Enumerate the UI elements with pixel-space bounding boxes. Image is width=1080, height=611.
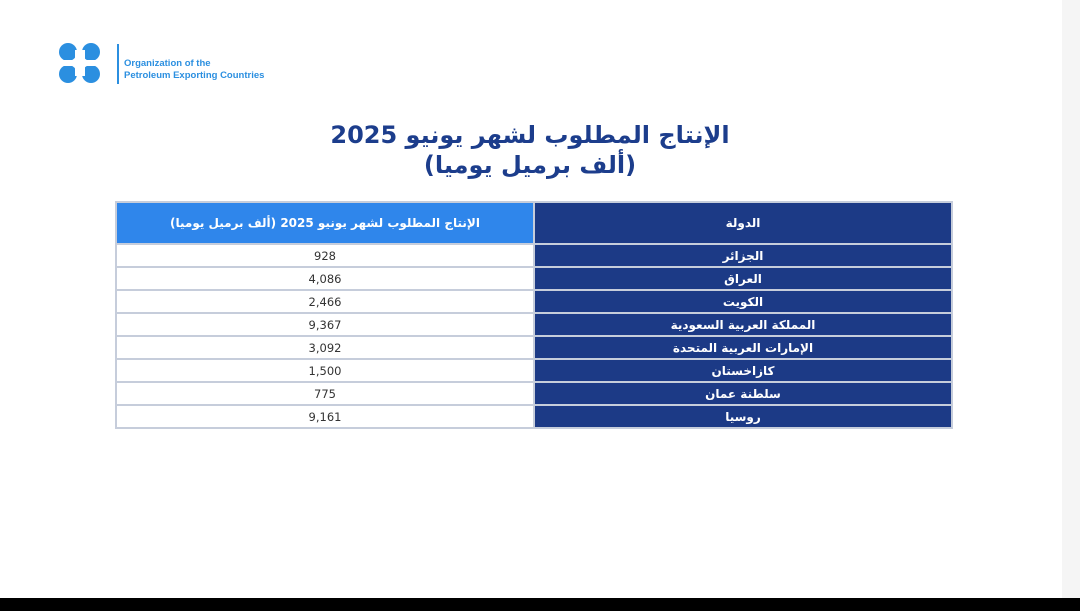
cell-country: الإمارات العربية المتحدة (534, 336, 952, 359)
logo-divider (117, 44, 119, 84)
cell-country: سلطنة عمان (534, 382, 952, 405)
page-title (240, 120, 820, 180)
title-line-2: (ألف برميل يوميا) (423, 151, 637, 179)
opec-logo-mark-icon (58, 42, 104, 86)
scrollbar[interactable] (1062, 0, 1080, 598)
table-row (116, 405, 952, 428)
cell-country: المملكة العربية السعودية (534, 313, 952, 336)
cell-country: كازاخستان (534, 359, 952, 382)
logo-text (124, 58, 324, 82)
cell-value: 4,086 (116, 267, 534, 290)
table-row (116, 244, 952, 267)
table-row (116, 267, 952, 290)
cell-country: روسيا (534, 405, 952, 428)
cell-value: 3,092 (116, 336, 534, 359)
title-line-1: الإنتاج المطلوب لشهر يونيو 2025 (330, 121, 730, 149)
table-row (116, 313, 952, 336)
cell-value: 1,500 (116, 359, 534, 382)
cell-value: 775 (116, 382, 534, 405)
header-country: الدولة (534, 202, 952, 244)
cell-country: العراق (534, 267, 952, 290)
table-row (116, 336, 952, 359)
cell-country: الكويت (534, 290, 952, 313)
header-value: الإنتاج المطلوب لشهر يونيو 2025 (ألف برميل يوميا) (116, 202, 534, 244)
cell-value: 9,161 (116, 405, 534, 428)
logo-line-1: Organization of the (124, 58, 211, 69)
logo-line-2: Petroleum Exporting Countries (124, 70, 265, 81)
cell-country: الجزائر (534, 244, 952, 267)
table-row (116, 359, 952, 382)
table-row (116, 382, 952, 405)
table-body (116, 244, 952, 428)
table-row (116, 290, 952, 313)
cell-value: 2,466 (116, 290, 534, 313)
cell-value: 928 (116, 244, 534, 267)
table-header-row (116, 202, 952, 244)
production-table (115, 201, 953, 429)
cell-value: 9,367 (116, 313, 534, 336)
